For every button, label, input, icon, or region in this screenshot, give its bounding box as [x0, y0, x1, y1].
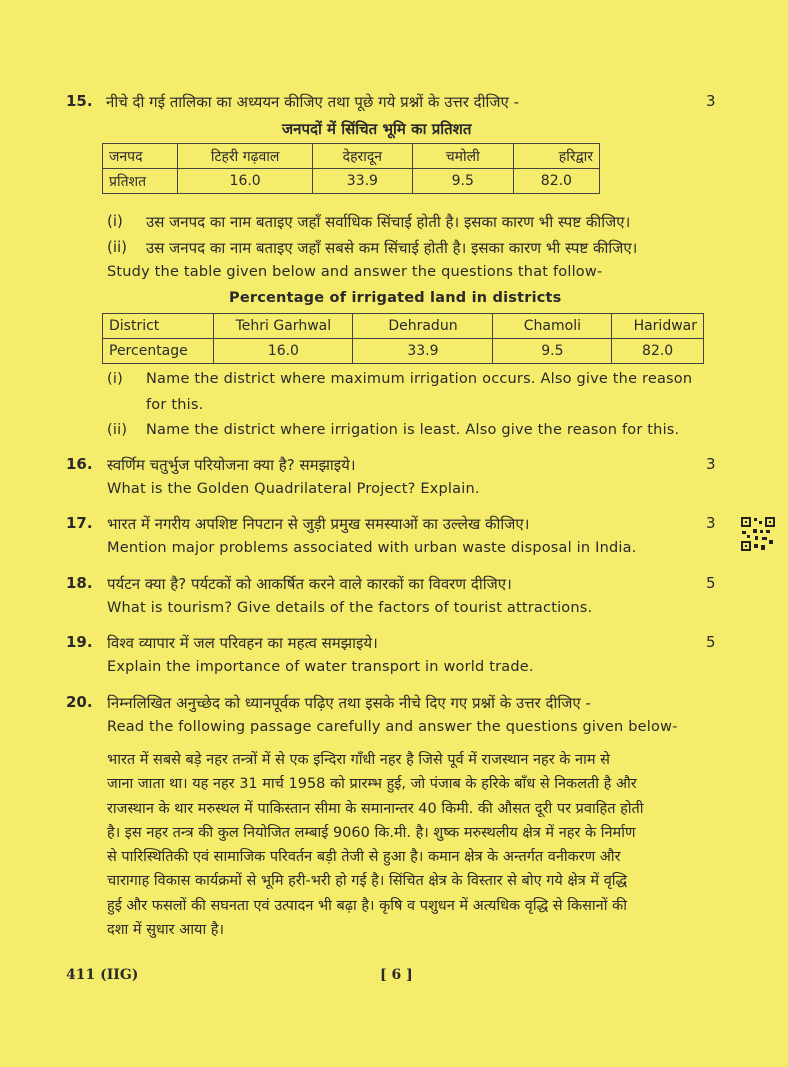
q19-hindi: विश्व व्यापार में जल परिवहन का महत्व समझाइये।: [107, 634, 378, 652]
passage-line: जाना जाता था। यह नहर 31 मार्च 1958 को प्रारम्भ हुई, जो पंजाब के हरिके बाँध से निकलती है और: [107, 776, 637, 793]
table-cell: Tehri Garhwal: [214, 314, 353, 339]
q16-number: 16.: [66, 455, 93, 473]
passage-line: चारागाह विकास कार्यक्रमों से भूमि हरी-भरी हो गई है। सिंचित क्षेत्र के विस्तार से बोए गये क्षेत्र में वृद्धि: [107, 873, 628, 890]
q15-hindi-table: [102, 143, 600, 194]
table-cell: District: [103, 314, 214, 339]
passage-line: से पारिस्थितिकी एवं सामाजिक परिवर्तन बड़ी तेजी से हुआ है। कमान क्षेत्र के अन्तर्गत वनीकरण और: [107, 849, 621, 866]
q15-english-sub-i-line1: Name the district where maximum irrigation occurs. Also give the reason: [146, 371, 693, 387]
q19-english: Explain the importance of water transport in world trade.: [107, 659, 534, 675]
table-cell: Chamoli: [493, 314, 612, 339]
q15-english-table: [102, 313, 704, 364]
qr-code-icon: [740, 516, 776, 552]
table-cell: प्रतिशत: [103, 169, 178, 194]
table-cell: 16.0: [214, 339, 353, 364]
q15-english-sub-i-label: (i): [107, 371, 123, 387]
table-cell: 82.0: [513, 169, 599, 194]
q20-hindi: निम्नलिखित अनुच्छेद को ध्यानपूर्वक पढ़िए तथा इसके नीचे दिए गए प्रश्नों के उत्तर दीजिए -: [107, 694, 591, 712]
table-cell: 9.5: [412, 169, 513, 194]
table-header-row: [103, 314, 704, 339]
q15-hindi-instruction: नीचे दी गई तालिका का अध्ययन कीजिए तथा पूछे गये प्रश्नों के उत्तर दीजिए -: [106, 93, 520, 111]
table-cell: Dehradun: [353, 314, 493, 339]
q20-number: 20.: [66, 693, 93, 711]
q15-english-caption: Percentage of irrigated land in districts: [229, 290, 562, 306]
table-cell: 33.9: [353, 339, 493, 364]
q15-english-instruction: Study the table given below and answer the questions that follow-: [107, 264, 603, 280]
q18-marks: 5: [706, 574, 716, 592]
q17-number: 17.: [66, 514, 93, 532]
table-cell: Haridwar: [612, 314, 704, 339]
paper-code: 411 (IIG): [66, 967, 139, 983]
table-cell: देहरादून: [313, 144, 413, 169]
q17-english: Mention major problems associated with urban waste disposal in India.: [107, 540, 637, 556]
q17-hindi: भारत में नगरीय अपशिष्ट निपटान से जुड़ी प्रमुख समस्याओं का उल्लेख कीजिए।: [107, 515, 530, 533]
table-cell: जनपद: [103, 144, 178, 169]
table-cell: 82.0: [612, 339, 704, 364]
q19-marks: 5: [706, 633, 716, 651]
table-cell: चमोली: [412, 144, 513, 169]
passage-line: भारत में सबसे बड़े नहर तन्त्रों में से एक इन्दिरा गाँधी नहर है जिसे पूर्व में राजस्थान नहर के नाम से: [107, 752, 610, 768]
table-cell: 9.5: [493, 339, 612, 364]
q18-number: 18.: [66, 574, 93, 592]
q15-hindi-caption: जनपदों में सिंचित भूमि का प्रतिशत: [282, 120, 472, 138]
q20-english: Read the following passage carefully and answer the questions given below-: [107, 719, 678, 735]
page-number: [ 6 ]: [380, 967, 413, 983]
table-header-row: [103, 144, 600, 169]
table-row: [103, 169, 600, 194]
q15-marks: 3: [706, 92, 716, 110]
q18-english: What is tourism? Give details of the factors of tourist attractions.: [107, 600, 593, 616]
q16-english: What is the Golden Quadrilateral Project? Explain.: [107, 481, 480, 497]
passage-line: दशा में सुधार आया है।: [107, 922, 225, 939]
table-cell: टिहरी गढ़वाल: [178, 144, 313, 169]
q15-english-sub-i-line2: for this.: [146, 397, 204, 413]
table-row: [103, 339, 704, 364]
table-cell: Percentage: [103, 339, 214, 364]
passage-line: हुई और फसलों की सघनता एवं उत्पादन भी बढ़ा है। कृषि व पशुधन में अत्यधिक वृद्धि से किसानों की: [107, 897, 627, 914]
table-cell: हरिद्वार: [513, 144, 599, 169]
q15-english-sub-ii-label: (ii): [107, 422, 128, 438]
q15-hindi-sub-ii-label: (ii): [107, 238, 128, 256]
q16-marks: 3: [706, 455, 716, 473]
table-cell: 16.0: [178, 169, 313, 194]
q20-passage: [107, 748, 717, 942]
q15-number: 15.: [66, 92, 93, 110]
q19-number: 19.: [66, 633, 93, 651]
passage-line: राजस्थान के थार मरुस्थल में पाकिस्तान सीमा के समानान्तर 40 किमी. की औसत दूरी पर प्रवाहित होती: [107, 800, 644, 817]
q18-hindi: पर्यटन क्या है? पर्यटकों को आकर्षित करने वाले कारकों का विवरण दीजिए।: [107, 575, 512, 593]
q15-hindi-sub-ii: उस जनपद का नाम बताइए जहाँ सबसे कम सिंचाई होती है। इसका कारण भी स्पष्ट कीजिए।: [146, 239, 638, 257]
q17-marks: 3: [706, 514, 716, 532]
q15-hindi-sub-i: उस जनपद का नाम बताइए जहाँ सर्वाधिक सिंचाई होती है। इसका कारण भी स्पष्ट कीजिए।: [146, 213, 631, 231]
passage-line: है। इस नहर तन्त्र की कुल नियोजित लम्बाई 9060 कि.मी. है। शुष्क मरुस्थलीय क्षेत्र में नहर के निर्माण: [107, 824, 636, 841]
q15-hindi-sub-i-label: (i): [107, 212, 123, 230]
table-cell: 33.9: [313, 169, 413, 194]
q15-english-sub-ii: Name the district where irrigation is least. Also give the reason for this.: [146, 422, 680, 438]
q16-hindi: स्वर्णिम चतुर्भुज परियोजना क्या है? समझाइये।: [107, 456, 356, 474]
